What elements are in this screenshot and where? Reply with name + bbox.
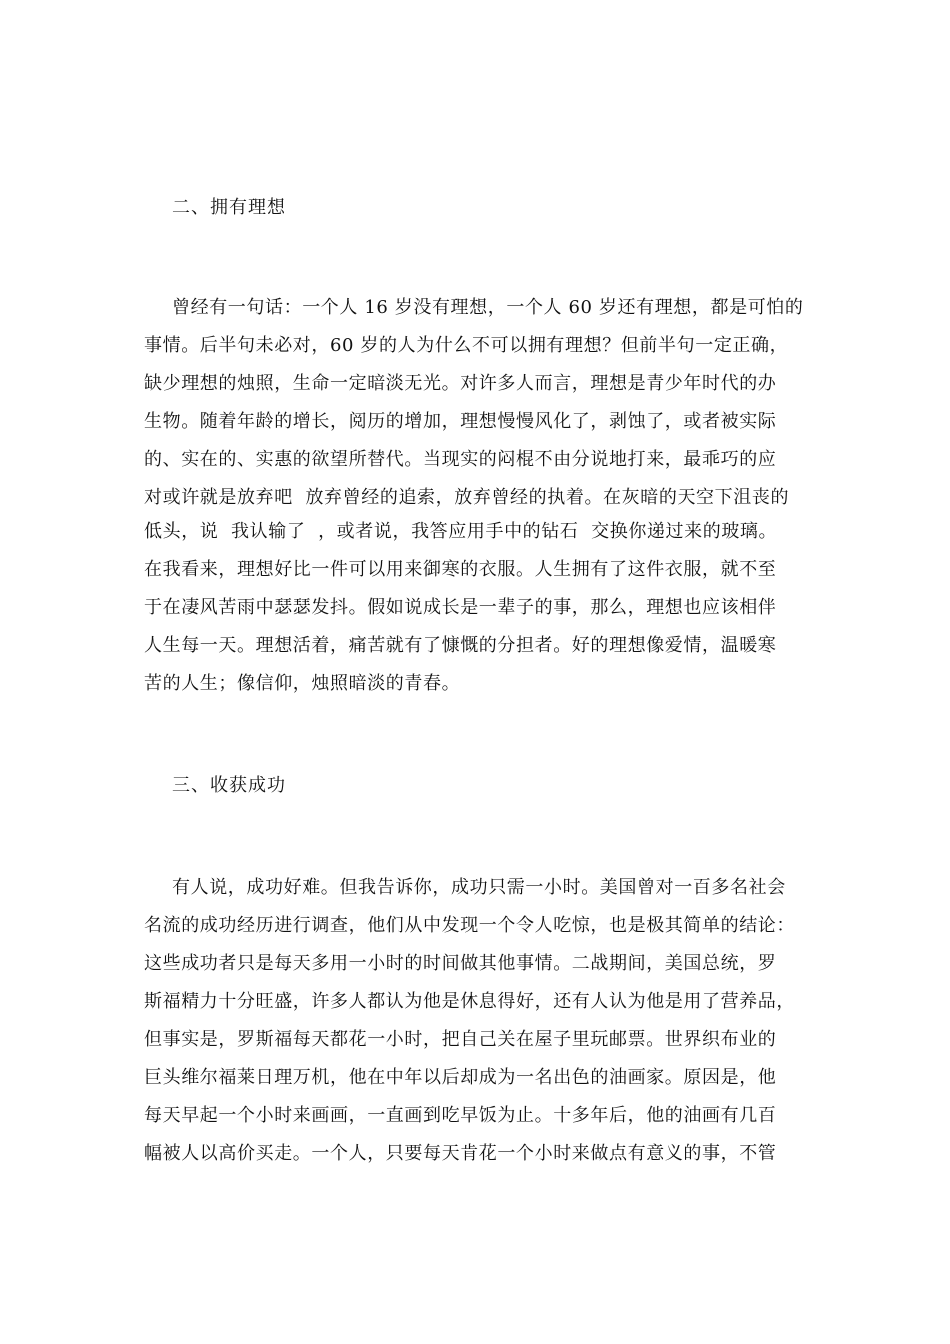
paragraph-line: 有人说，成功好难。但我告诉你，成功只需一小时。美国曾对一百多名社会 <box>172 877 786 898</box>
section-heading-success: 三、收获成功 <box>172 775 286 796</box>
paragraph-line: 缺少理想的烛照，生命一定暗淡无光。对许多人而言，理想是青少年时代的办 <box>144 373 777 394</box>
section-heading-ideals: 二、拥有理想 <box>172 197 286 218</box>
paragraph-line: 苦的人生；像信仰，烛照暗淡的青春。 <box>144 673 461 694</box>
paragraph-line: 这些成功者只是每天多用一小时的时间做其他事情。二战期间，美国总统，罗 <box>144 953 777 974</box>
paragraph-line: 曾经有一句话：一个人 16 岁没有理想，一个人 60 岁还有理想，都是可怕的 <box>172 297 804 318</box>
paragraph-line: 幅被人以高价买走。一个人，只要每天肯花一个小时来做点有意义的事，不管 <box>144 1143 777 1164</box>
paragraph-line: 巨头维尔福莱日理万机，他在中年以后却成为一名出色的油画家。原因是，他 <box>144 1067 777 1088</box>
paragraph-line: 生物。随着年龄的增长，阅历的增加，理想慢慢风化了，剥蚀了，或者被实际 <box>144 411 777 432</box>
paragraph-line: 对或许就是放弃吧 放弃曾经的追索，放弃曾经的执着。在灰暗的天空下沮丧的 <box>144 487 790 508</box>
paragraph-line: 斯福精力十分旺盛，许多人都认为他是休息得好，还有人认为他是用了营养品， <box>144 991 795 1012</box>
paragraph-line: 在我看来，理想好比一件可以用来御寒的衣服。人生拥有了这件衣服，就不至 <box>144 559 777 580</box>
paragraph-line: 但事实是，罗斯福每天都花一小时，把自己关在屋子里玩邮票。世界织布业的 <box>144 1029 777 1050</box>
paragraph-line: 每天早起一个小时来画画，一直画到吃早饭为止。十多年后，他的油画有几百 <box>144 1105 777 1126</box>
paragraph-line: 名流的成功经历进行调查，他们从中发现一个令人吃惊，也是极其简单的结论： <box>144 915 795 936</box>
paragraph-line: 的、实在的、实惠的欲望所替代。当现实的闷棍不由分说地打来，最乖巧的应 <box>144 449 777 470</box>
paragraph-line: 于在凄风苦雨中瑟瑟发抖。假如说成长是一辈子的事，那么，理想也应该相伴 <box>144 597 777 618</box>
paragraph-line: 事情。后半句未必对，60 岁的人为什么不可以拥有理想？但前半句一定正确， <box>144 335 789 356</box>
paragraph-line: 人生每一天。理想活着，痛苦就有了慷慨的分担者。好的理想像爱情，温暖寒 <box>144 635 777 656</box>
paragraph-line: 低头，说 我认输了 ，或者说，我答应用手中的钻石 交换你递过来的玻璃。 <box>144 521 778 542</box>
